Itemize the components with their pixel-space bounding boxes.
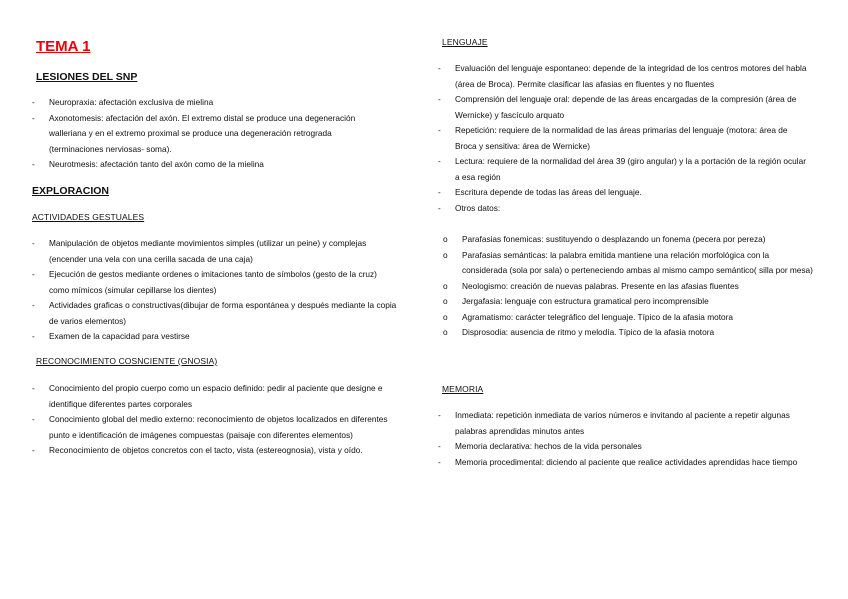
list-item: - Ejecución de gestos mediante ordenes o imitaciones tanto de símbolos (gesto de la cruz) como mímicos (simular cepillarse los dientes) <box>32 267 398 298</box>
list-item: - Memoria declarativa: hechos de la vida personales <box>438 439 810 455</box>
snp-heading: LESIONES DEL SNP <box>36 71 138 83</box>
list-item: - Manipulación de objetos mediante movimientos simples (utilizar un peine) y complejas (encender una vela con una cerilla sacada de una caja) <box>32 236 398 267</box>
list-item: o Neologismo: creación de nuevas palabras. Presente en las afasias fluentes <box>438 279 814 295</box>
list-item: - Neurotmesis: afectación tanto del axón como de la mielina <box>32 157 372 173</box>
list-item: - Conocimiento global del medio externo: reconocimiento de objetos localizados en diferentes punto e identificación de imágenes compuestas (paisaje con diferentes elementos) <box>32 412 406 443</box>
lenguaje-heading: LENGUAJE <box>442 37 488 47</box>
gnosia-list <box>32 381 406 459</box>
lenguaje-list <box>438 61 810 216</box>
list-item: o Parafasias semánticas: la palabra emitida mantiene una relación morfológica con la considerada (sola por sala) o perteneciendo ambas al mismo campo semántico( silla por mesa) <box>438 248 814 279</box>
list-item: - Escritura depende de todas las áreas del lenguaje. <box>438 185 810 201</box>
list-item: - Comprensión del lenguaje oral: depende de las áreas encargadas de la compresión (área de Wernicke) y fascículo arquato <box>438 92 810 123</box>
list-item: o Agramatismo: carácter telegráfico del lenguaje. Típico de la afasia motora <box>438 310 814 326</box>
list-item: - Conocimiento del propio cuerpo como un espacio definido: pedir al paciente que designe e identifique diferentes partes corporales <box>32 381 406 412</box>
list-item: o Disprosodia: ausencia de ritmo y melodía. Típico de la afasia motora <box>438 325 814 341</box>
list-item: - Otros datos: <box>438 201 810 217</box>
list-item: o Parafasias fonemicas: sustituyendo o desplazando un fonema (pecera por pereza) <box>438 232 814 248</box>
list-item: - Neuropraxia: afectación exclusiva de mielina <box>32 95 372 111</box>
gestuales-heading: ACTIVIDADES GESTUALES <box>32 212 145 222</box>
list-item: - Memoria procedimental: diciendo al paciente que realice actividades aprendidas hace tiempo <box>438 455 810 471</box>
gestuales-list <box>32 236 398 345</box>
list-item: - Inmediata: repetición inmediata de varios números e invitando al paciente a repetir algunas palabras aprendidas minutos antes <box>438 408 810 439</box>
list-item: - Reconocimiento de objetos concretos con el tacto, vista (estereognosia), vista y oído. <box>32 443 406 459</box>
memoria-list <box>438 408 810 470</box>
list-item: o Jergafasia: lenguaje con estructura gramatical pero incomprensible <box>438 294 814 310</box>
list-item: - Axonotomesis: afectación del axón. El extremo distal se produce una degeneración walleriana y en el extremo proximal se produce una degeneración retrograda (terminaciones nerviosas- soma). <box>32 111 372 158</box>
list-item: - Repetición: requiere de la normalidad de las áreas primarias del lenguaje (motora: área de Broca y sensitiva: área de Wernicke) <box>438 123 810 154</box>
memoria-heading: MEMORIA <box>442 384 484 394</box>
list-item: - Evaluación del lenguaje espontaneo: depende de la integridad de los centros motores del habla (área de Broca). Permite clasificar las afasias en fluentes y no fluentes <box>438 61 810 92</box>
snp-list <box>32 95 372 173</box>
list-item: - Actividades graficas o constructivas(dibujar de forma espontánea y después mediante la copia de varios elementos) <box>32 298 398 329</box>
exploracion-heading: EXPLORACION <box>32 185 110 197</box>
page-title: TEMA 1 <box>36 38 91 55</box>
list-item: - Examen de la capacidad para vestirse <box>32 329 398 345</box>
list-item: - Lectura: requiere de la normalidad del área 39 (giro angular) y la a portación de la región ocular a esa región <box>438 154 810 185</box>
otros-datos-list <box>438 232 814 341</box>
gnosia-heading: RECONOCIMIENTO COSNCIENTE (GNOSIA) <box>36 356 218 366</box>
